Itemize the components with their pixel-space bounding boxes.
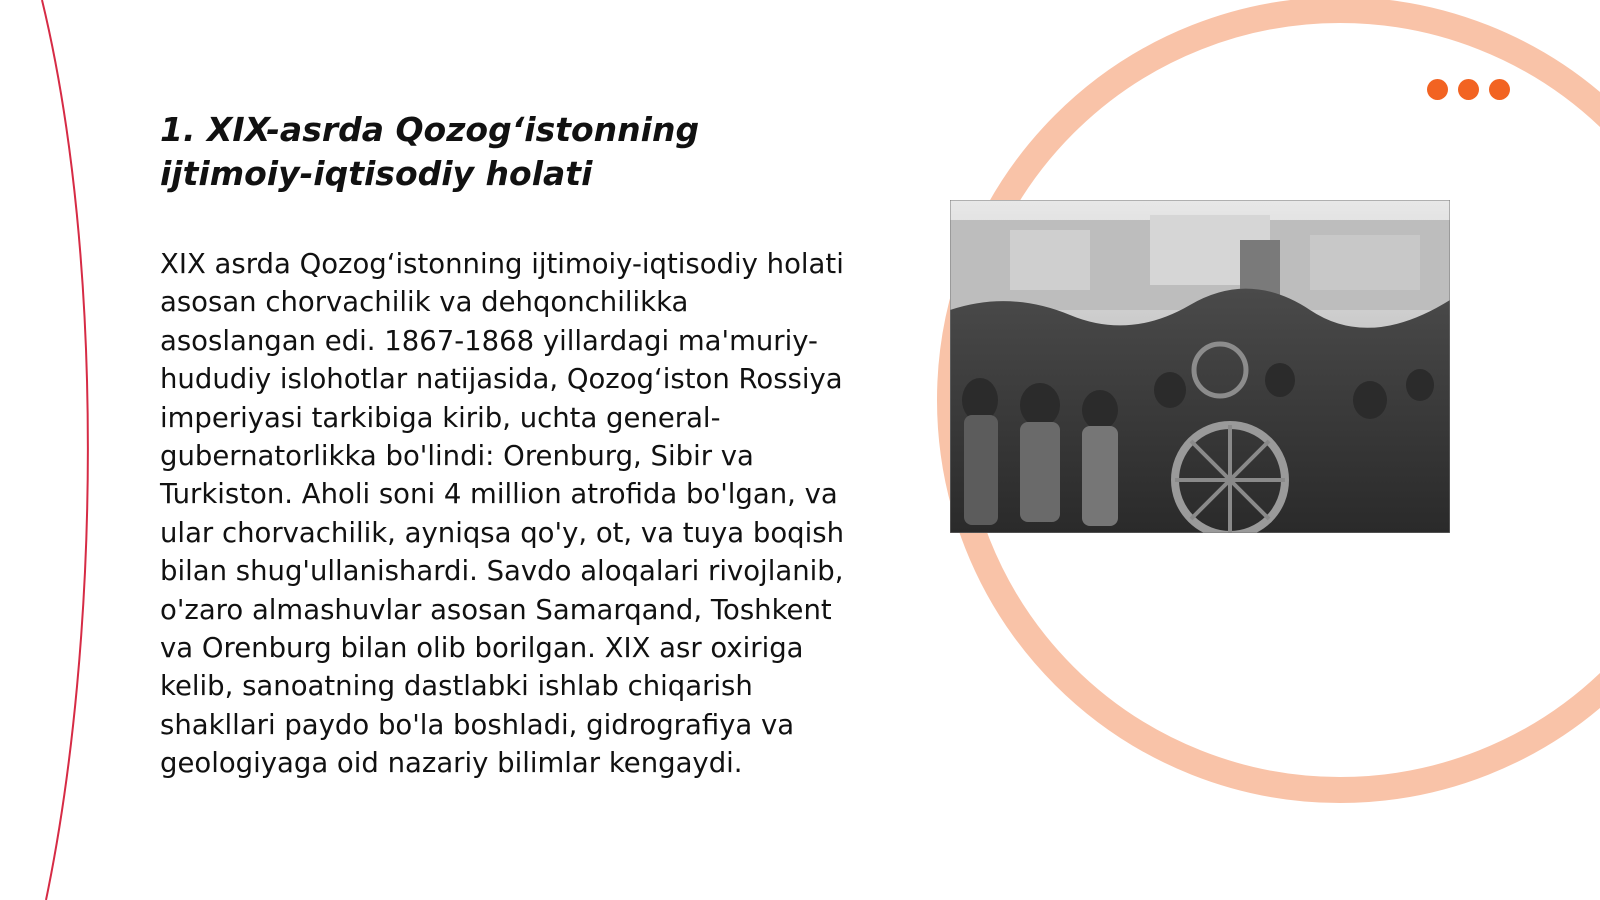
photo-image <box>950 200 1450 533</box>
dot-icon <box>1489 79 1510 100</box>
slide-body-text: XIX asrda Qozog‘istonning ijtimoiy-iqtisodiy holati asosan chorvachilik va dehqonchilikka asoslangan edi. 1867-1868 yillardagi ma'muriy-hududiy islohotlar natijasida, Qozog‘iston Rossiya imperiyasi tarkibiga kirib, uchta general-gubernatorlikka bo'lindi: Orenburg, Sibir va Turkiston. Aholi soni 4 million atrofida bo'lgan, va ular chorvachilik, ayniqsa qo'y, ot, va tuya boqish bilan shug'ullanishardi. Savdo aloqalari rivojlanib, o'zaro almashuvlar asosan Samarqand, Toshkent va Orenburg bilan olib borilgan. XIX asr oxiriga kelib, sanoatning dastlabki ishlab chiqarish shakllari paydo bo'la boshladi, gidrografiya va geologiyaga oid nazariy bilimlar kengaydi. <box>160 248 844 780</box>
left-curve-line <box>42 0 88 900</box>
historical-photo <box>950 200 1450 533</box>
dot-icon <box>1427 79 1448 100</box>
slide-title: 1. XIX-asrda Qozog‘istonning ijtimoiy-iqtisodiy holati <box>160 110 700 193</box>
menu-dots <box>1427 79 1510 100</box>
dot-icon <box>1458 79 1479 100</box>
